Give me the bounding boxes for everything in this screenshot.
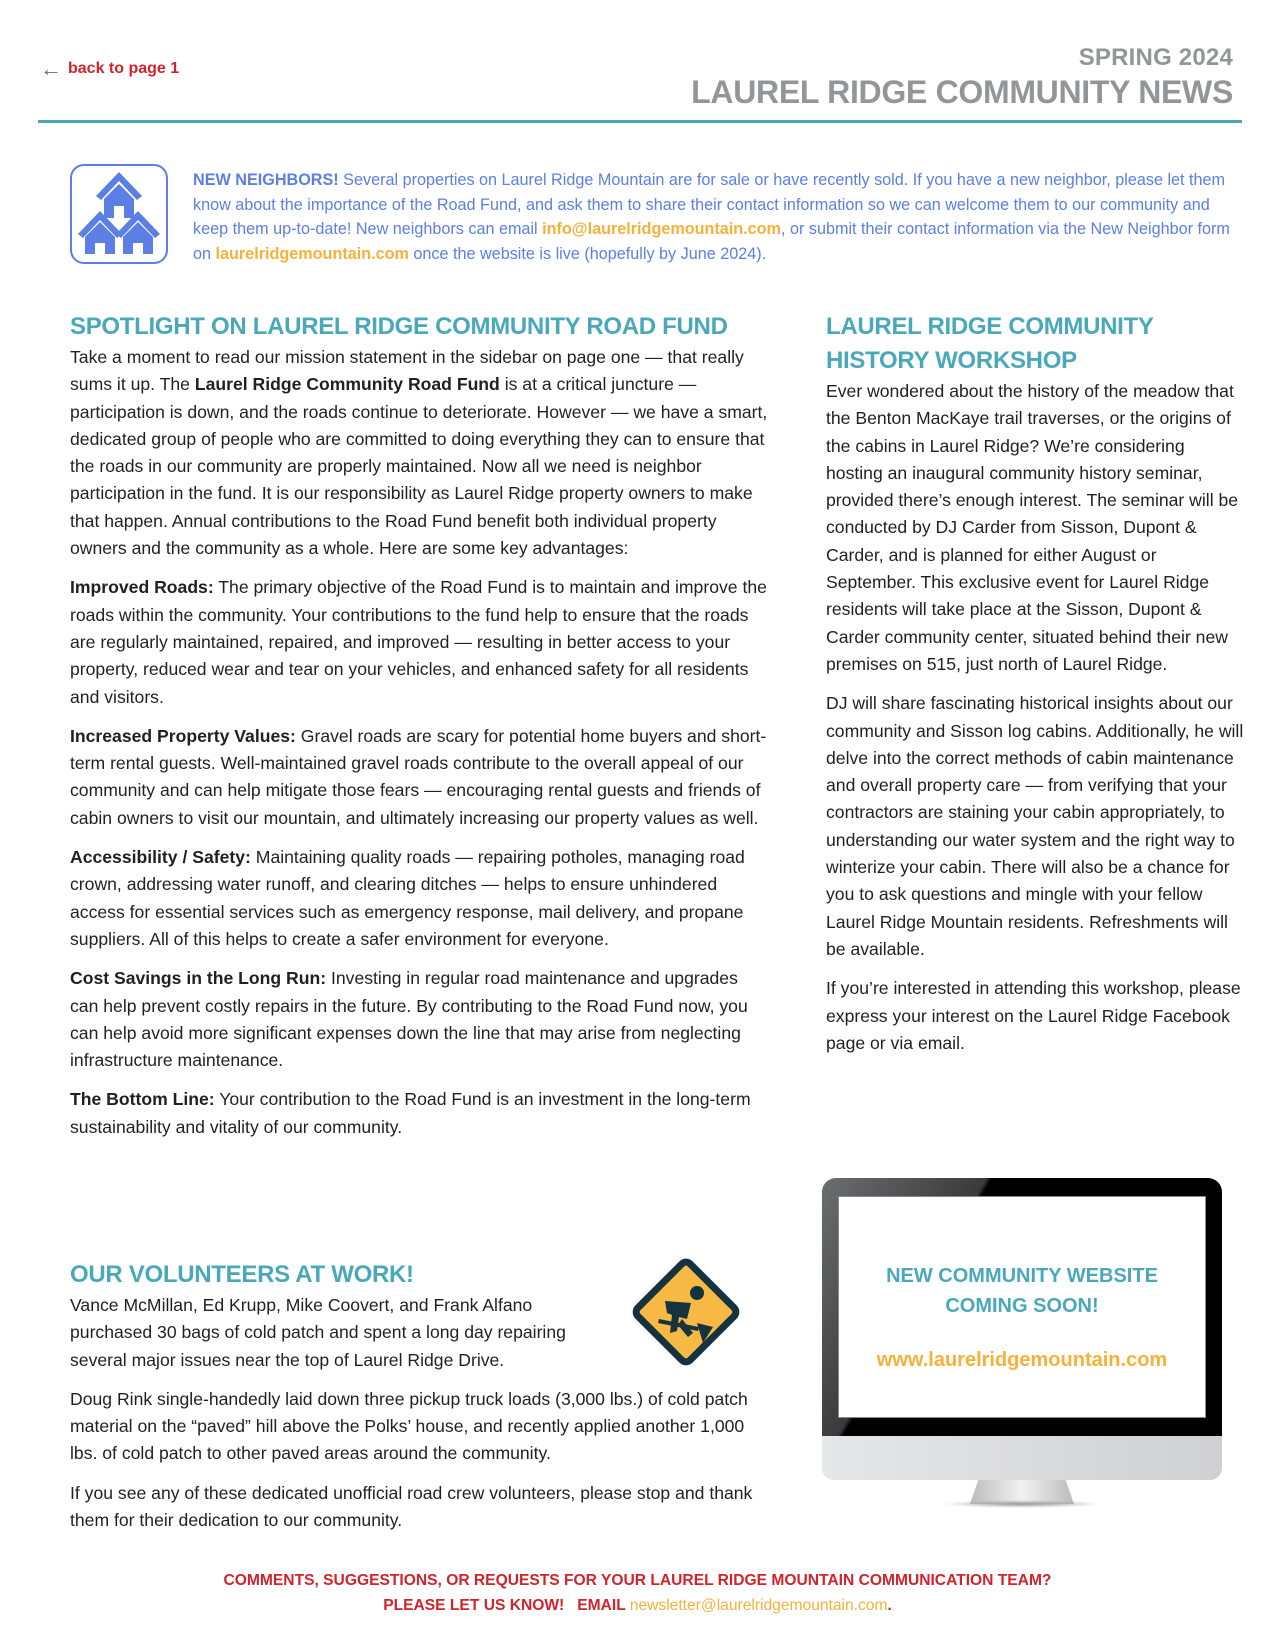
monitor-chin bbox=[822, 1436, 1222, 1480]
footer-contact bbox=[0, 1568, 1275, 1618]
website-promo-title bbox=[839, 1261, 1205, 1321]
left-arrow-icon: ← bbox=[40, 56, 62, 81]
newsletter-title: LAUREL RIDGE COMMUNITY NEWS bbox=[691, 74, 1233, 110]
advantage-text: Investing in regular road maintenance and upgrades can help prevent costly repairs in the future. By contributing to the Road Fund now, you can help avoid more significant expenses down the line that may arise from neglecting infrastructure maintenance. bbox=[70, 968, 748, 1071]
new-neighbors-text: once the website is live (hopefully by June 2024). bbox=[408, 244, 767, 263]
road-fund-article bbox=[70, 310, 770, 1153]
desktop-monitor-icon bbox=[822, 1178, 1222, 1508]
workshop-paragraph: If you’re interested in attending this workshop, please express your interest on the Laurel Ridge Facebook page or via email. bbox=[826, 978, 1241, 1053]
intro-text: is at a critical juncture — participation is down, and the roads continue to deteriorate. However — we have a smart, dedicated group of people who are committed to doing everything they can to ensure that the roads in our community are properly maintained. Now all we need is neighbor participation in the fund. It is our responsibility as Laurel Ridge property owners to make that happen. Annual contributions to the Road Fund benefit both individual property owners and the community as a whole. Here are some key advantages: bbox=[70, 374, 768, 559]
volunteers-heading: OUR VOLUNTEERS AT WORK! bbox=[70, 1261, 414, 1288]
footer-line: COMMENTS, SUGGESTIONS, OR REQUESTS FOR YOUR LAUREL RIDGE MOUNTAIN COMMUNICATION TEAM? bbox=[223, 1572, 1052, 1589]
monitor-screen bbox=[838, 1196, 1206, 1418]
footer-text: PLEASE LET US KNOW! EMAIL bbox=[383, 1597, 630, 1614]
newsletter-email-link[interactable]: newsletter@laurelridgemountain.com bbox=[629, 1597, 888, 1614]
advantage-item bbox=[70, 574, 770, 710]
website-promo-url[interactable]: www.laurelridgemountain.com bbox=[876, 1349, 1168, 1371]
workshop-heading bbox=[826, 310, 1246, 378]
footer-text: . bbox=[887, 1597, 892, 1614]
monitor-bezel bbox=[822, 1178, 1222, 1436]
volunteers-paragraph: Doug Rink single-handedly laid down three pickup truck loads (3,000 lbs.) of cold patch material on the “paved” hill above the Polks’ house, and recently applied another 1,000 lbs. of cold patch to other paved areas around the community. bbox=[70, 1388, 748, 1464]
new-neighbors-text: Several properties on Laurel Ridge Mountain are for sale or have recently sold. If you have a new neighbor, please let them know about the importance of the Road Fund, and ask them to share their contact information so we can welcome them to our community and keep them up-to-date! New neighbors can email bbox=[193, 171, 1226, 238]
advantage-item bbox=[70, 1086, 770, 1141]
advantage-label: Increased Property Values: bbox=[70, 725, 296, 746]
workshop-paragraph: DJ will share fascinating historical insights about our community and Sisson log cabins. Additionally, he will delve into the correct methods of cabin maintenance and overall property care — from verifying that your contractors are staining your cabin appropriately, to understanding our water system and the right way to winterize your cabin. There will also be a chance for you to ask questions and mingle with your fellow Laurel Ridge Mountain residents. Refreshments will be available. bbox=[826, 693, 1244, 959]
website-link[interactable]: laurelridgemountain.com bbox=[215, 244, 409, 263]
advantage-label: Cost Savings in the Long Run: bbox=[70, 968, 327, 989]
workshop-paragraph: Ever wondered about the history of the meadow that the Benton MacKaye trail traverses, or the origins of the cabins in Laurel Ridge? We’re considering hosting an inaugural community history seminar, provided there’s enough interest. The seminar will be conducted by DJ Carder from Sisson, Dupont & Carder, and is planned for either August or September. This exclusive event for Laurel Ridge residents will take place at the Sisson, Dupont & Carder community center, situated behind their new premises on 515, just north of Laurel Ridge. bbox=[826, 381, 1239, 674]
workshop-heading-line: LAUREL RIDGE COMMUNITY bbox=[826, 313, 1154, 340]
info-email-link[interactable]: info@laurelridgemountain.com bbox=[542, 220, 781, 238]
advantage-text: Your contribution to the Road Fund is an investment in the long-term sustainability and vitality of our community. bbox=[70, 1089, 751, 1137]
footer-line bbox=[0, 1593, 1275, 1618]
promo-line: COMING SOON! bbox=[945, 1295, 1099, 1317]
new-neighbors-lead: NEW NEIGHBORS! bbox=[193, 171, 339, 189]
volunteers-paragraph: If you see any of these dedicated unofficial road crew volunteers, please stop and thank them for their dedication to our community. bbox=[70, 1482, 753, 1531]
advantage-item bbox=[70, 723, 770, 832]
intro-text: Take a moment to read our mission statement in the sidebar on page one — that really sums it up. The bbox=[70, 347, 744, 395]
advantage-item bbox=[70, 844, 770, 953]
road-work-sign-icon bbox=[627, 1253, 745, 1371]
header-divider bbox=[38, 120, 1242, 123]
back-link-label: back to page 1 bbox=[68, 60, 180, 77]
advantage-text: Maintaining quality roads — repairing potholes, managing road crown, addressing water runoff, and clearing ditches — helps to ensure unhindered access for essential services such as emergency response, mail delivery, and propane suppliers. All of this helps to create a safer environment for everyone. bbox=[70, 847, 745, 949]
advantage-text: Gravel roads are scary for potential home buyers and short-term rental guests. Well-maintained gravel roads contribute to the overall appeal of our community and can help mitigate those fears — encouraging rental guests and friends of cabin owners to visit our mountain, and ultimately increasing our property values as well. bbox=[70, 725, 767, 828]
history-workshop-article bbox=[826, 310, 1246, 1057]
issue-season: SPRING 2024 bbox=[1078, 44, 1233, 71]
advantage-item bbox=[70, 965, 770, 1074]
houses-icon bbox=[70, 164, 168, 264]
advantage-label: The Bottom Line: bbox=[70, 1089, 215, 1110]
back-to-page-1-link[interactable] bbox=[40, 58, 179, 80]
masthead bbox=[691, 44, 1233, 111]
road-fund-name: Laurel Ridge Community Road Fund bbox=[194, 374, 500, 395]
promo-line: NEW COMMUNITY WEBSITE bbox=[886, 1265, 1158, 1287]
volunteers-paragraph: Vance McMillan, Ed Krupp, Mike Coovert, and Frank Alfano purchased 30 bags of cold patch and spent a long day repairing several major issues near the top of Laurel Ridge Drive. bbox=[70, 1295, 566, 1370]
new-neighbors-notice bbox=[193, 168, 1243, 266]
road-fund-heading: SPOTLIGHT ON LAUREL RIDGE COMMUNITY ROAD FUND bbox=[70, 313, 728, 340]
workshop-heading-line: HISTORY WORKSHOP bbox=[826, 347, 1077, 374]
advantage-label: Improved Roads: bbox=[70, 577, 214, 598]
road-fund-intro bbox=[70, 344, 770, 562]
advantage-text: The primary objective of the Road Fund is to maintain and improve the roads within the community. Your contributions to the fund help to ensure that the roads are regularly maintained, repaired, and improved — resulting in better access to your property, reduced wear and tear on your vehicles, and enhanced safety for all residents and visitors. bbox=[70, 577, 767, 707]
advantage-label: Accessibility / Safety: bbox=[70, 847, 251, 868]
new-neighbors-text: , or submit their contact information via the New Neighbor form on bbox=[193, 220, 1230, 263]
monitor-shadow bbox=[942, 1500, 1102, 1508]
